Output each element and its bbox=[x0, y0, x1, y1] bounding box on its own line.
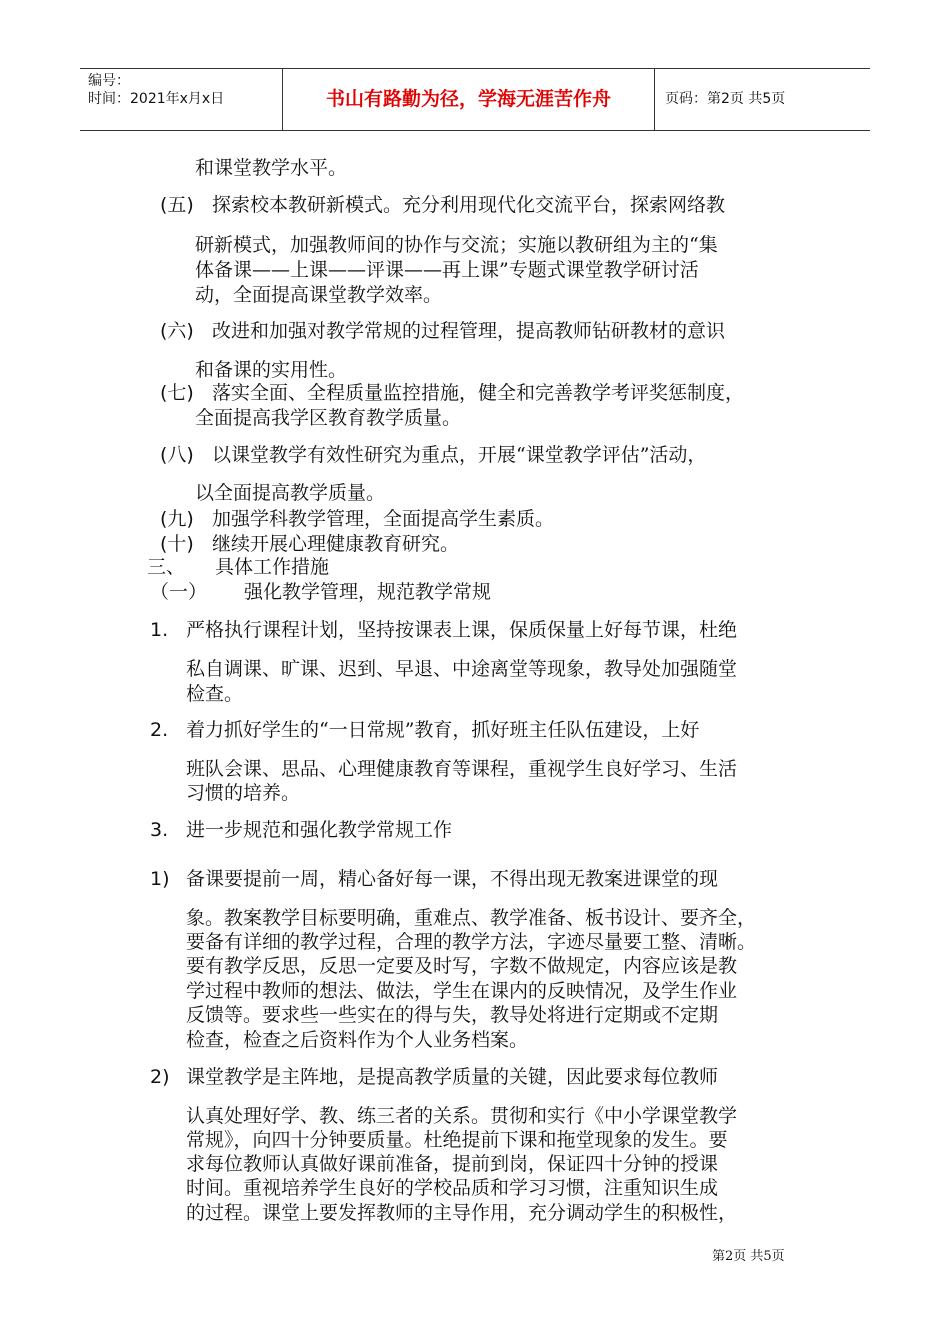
item-marker-10: (十) bbox=[160, 533, 194, 555]
list-marker-2: 2. bbox=[150, 719, 169, 741]
body-line: 反馈等。要求些一些实在的得与失，教导处将进行定期或不定期 bbox=[186, 1004, 719, 1026]
header-divider bbox=[654, 69, 655, 130]
body-line: 要有教学反思，反思一定要及时写，字数不做规定，内容应该是教 bbox=[186, 955, 738, 977]
body-line: 班队会课、思品、心理健康教育等课程，重视学生良好学习、生活 bbox=[186, 758, 738, 780]
body-line: 以课堂教学有效性研究为重点，开展“课堂教学评估”活动， bbox=[212, 444, 707, 466]
header-meta bbox=[88, 72, 224, 108]
body-line: 和课堂教学水平。 bbox=[195, 157, 348, 179]
subsection-heading: 强化教学管理，规范教学常规 bbox=[244, 581, 492, 603]
body-line: 的过程。课堂上要发挥教师的主导作用，充分调动学生的积极性， bbox=[186, 1202, 738, 1224]
page-header bbox=[80, 68, 870, 131]
body-line: 进一步规范和强化教学常规工作 bbox=[186, 819, 453, 841]
body-line: 求每位教师认真做好课前准备，提前到岗，保证四十分钟的授课 bbox=[186, 1153, 719, 1175]
body-line: 象。教案教学目标要明确，重难点、教学准备、板书设计、要齐全， bbox=[186, 907, 757, 929]
body-line: 备课要提前一周，精心备好每一课，不得出现无教案进课堂的现 bbox=[186, 868, 719, 890]
body-line: 检查。 bbox=[186, 683, 244, 705]
item-marker-7: (七) bbox=[160, 382, 194, 404]
body-line: 常规》，向四十分钟要质量。杜绝提前下课和拖堂现象的发生。要 bbox=[186, 1129, 728, 1151]
item-marker-5: (五) bbox=[160, 194, 194, 216]
item-marker-9: (九) bbox=[160, 508, 194, 530]
list-marker-1: 1. bbox=[150, 619, 169, 641]
body-line: 全面提高我学区教育教学质量。 bbox=[195, 407, 462, 429]
body-line: 习惯的培养。 bbox=[186, 782, 301, 804]
body-line: 认真处理好学、教、练三者的关系。贯彻和实行《中小学课堂教学 bbox=[186, 1105, 738, 1127]
body-line: 以全面提高教学质量。 bbox=[195, 482, 386, 504]
subsection-marker-1: （一） bbox=[150, 581, 208, 603]
body-line: 时间。重视培养学生良好的学校品质和学习习惯，注重知识生成 bbox=[186, 1177, 719, 1199]
body-line: 私自调课、旷课、迟到、早退、中途离堂等现象，教导处加强随堂 bbox=[186, 658, 738, 680]
sublist-marker-1: 1) bbox=[150, 868, 170, 890]
body-line: 探索校本教研新模式。充分利用现代化交流平台，探索网络教 bbox=[212, 194, 726, 216]
body-line: 严格执行课程计划，坚持按课表上课，保质保量上好每节课，杜绝 bbox=[186, 619, 738, 641]
list-marker-3: 3. bbox=[150, 819, 169, 841]
header-page-number: 页码：第2页 共5页 bbox=[665, 91, 786, 107]
body-line: 要备有详细的教学过程，合理的教学方法，字迹尽量要工整、清晰。 bbox=[186, 931, 757, 953]
body-line: 研新模式，加强教师间的协作与交流；实施以教研组为主的“集 bbox=[195, 234, 718, 256]
footer-page-number: 第2页 共5页 bbox=[712, 1249, 785, 1264]
item-marker-8: (八) bbox=[160, 444, 194, 466]
header-motto: 书山有路勤为径，学海无涯苦作舟 bbox=[325, 88, 611, 110]
body-line: 着力抓好学生的“一日常规”教育，抓好班主任队伍建设，上好 bbox=[186, 719, 700, 741]
body-line: 课堂教学是主阵地，是提高教学质量的关键，因此要求每位教师 bbox=[186, 1066, 719, 1088]
body-line: 继续开展心理健康教育研究。 bbox=[212, 533, 460, 555]
body-line: 体备课——上课——评课——再上课”专题式课堂教学研讨活 bbox=[195, 259, 699, 281]
item-marker-6: (六) bbox=[160, 320, 194, 342]
body-line: 检查，检查之后资料作为个人业务档案。 bbox=[186, 1029, 529, 1051]
body-line: 加强学科教学管理，全面提高学生素质。 bbox=[212, 508, 555, 530]
sublist-marker-2: 2) bbox=[150, 1066, 170, 1088]
doc-number-label: 编号： bbox=[88, 73, 130, 89]
section-heading: 具体工作措施 bbox=[215, 556, 330, 578]
body-line: 和备课的实用性。 bbox=[195, 359, 348, 381]
doc-time-label: 时间：2021年x月x日 bbox=[88, 91, 225, 107]
body-line: 落实全面、全程质量监控措施，健全和完善教学考评奖惩制度， bbox=[212, 382, 745, 404]
body-line: 动，全面提高课堂教学效率。 bbox=[195, 284, 443, 306]
body-line: 学过程中教师的想法、做法，学生在课内的反映情况，及学生作业 bbox=[186, 980, 738, 1002]
section-marker-3: 三、 bbox=[147, 556, 186, 578]
body-line: 改进和加强对教学常规的过程管理，提高教师钻研教材的意识 bbox=[212, 320, 726, 342]
